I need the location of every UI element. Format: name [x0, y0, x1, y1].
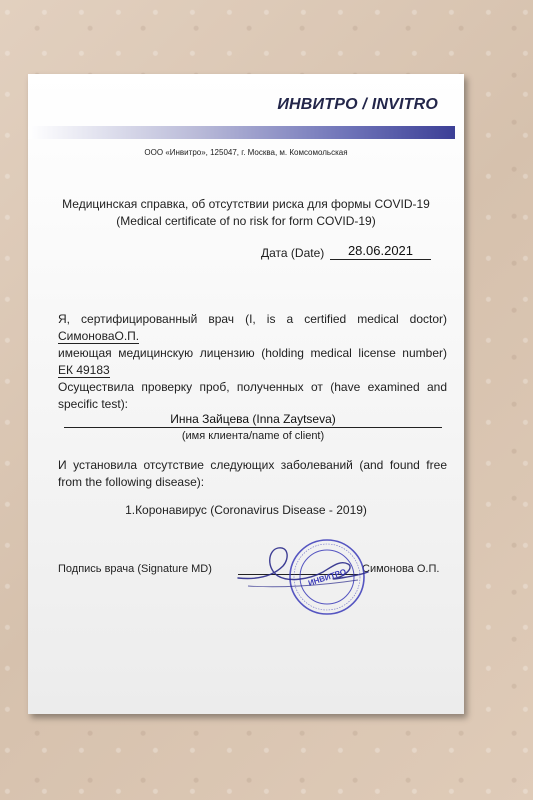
client-caption: (имя клиента/name of client)	[181, 430, 325, 442]
stamp-center-text: ИНВИТРО	[307, 567, 348, 588]
header-gradient-bar	[28, 126, 455, 139]
title-ru: Медицинская справка, об отсутствии риска для формы COVID-19	[62, 197, 430, 211]
statement-line-1: Я, сертифицированный врач (I, is a certified medical doctor)	[58, 312, 447, 326]
statement-line-2: имеющая медицинскую лицензию (holding medical license number)	[58, 346, 447, 360]
findings-line-1: И установила отсутствие следующих заболеваний (and found free	[58, 458, 447, 472]
license-number: ЕК 49183	[58, 363, 110, 377]
findings-statement	[58, 457, 447, 491]
doctor-name: СимоноваО.П.	[58, 329, 140, 343]
certificate-title	[28, 196, 464, 230]
signature-label: Подпись врача (Signature MD)	[58, 563, 212, 575]
statement-line-3: Осуществила проверку проб, полученных от (have examined and	[58, 380, 447, 394]
disease-item: 1.Коронавирус (Coronavirus Disease - 2019)	[125, 503, 367, 517]
client-name: Инна Зайцева (Inna Zaytseva)	[64, 412, 442, 428]
doctor-signature-icon	[228, 536, 378, 596]
date-label: Дата (Date)	[261, 246, 325, 260]
brand-title: ИНВИТРО / INVITRO	[277, 96, 438, 113]
findings-line-2: from the following disease):	[58, 475, 205, 489]
title-en: (Medical certificate of no risk for form COVID-19)	[116, 214, 376, 228]
company-address: ООО «Инвитро», 125047, г. Москва, м. Комсомольская	[144, 148, 348, 157]
signature-name: Симонова О.П.	[362, 563, 440, 575]
statement-line-4: specific test):	[58, 397, 129, 411]
date-value: 28.06.2021	[330, 243, 431, 260]
doctor-statement	[58, 311, 447, 413]
